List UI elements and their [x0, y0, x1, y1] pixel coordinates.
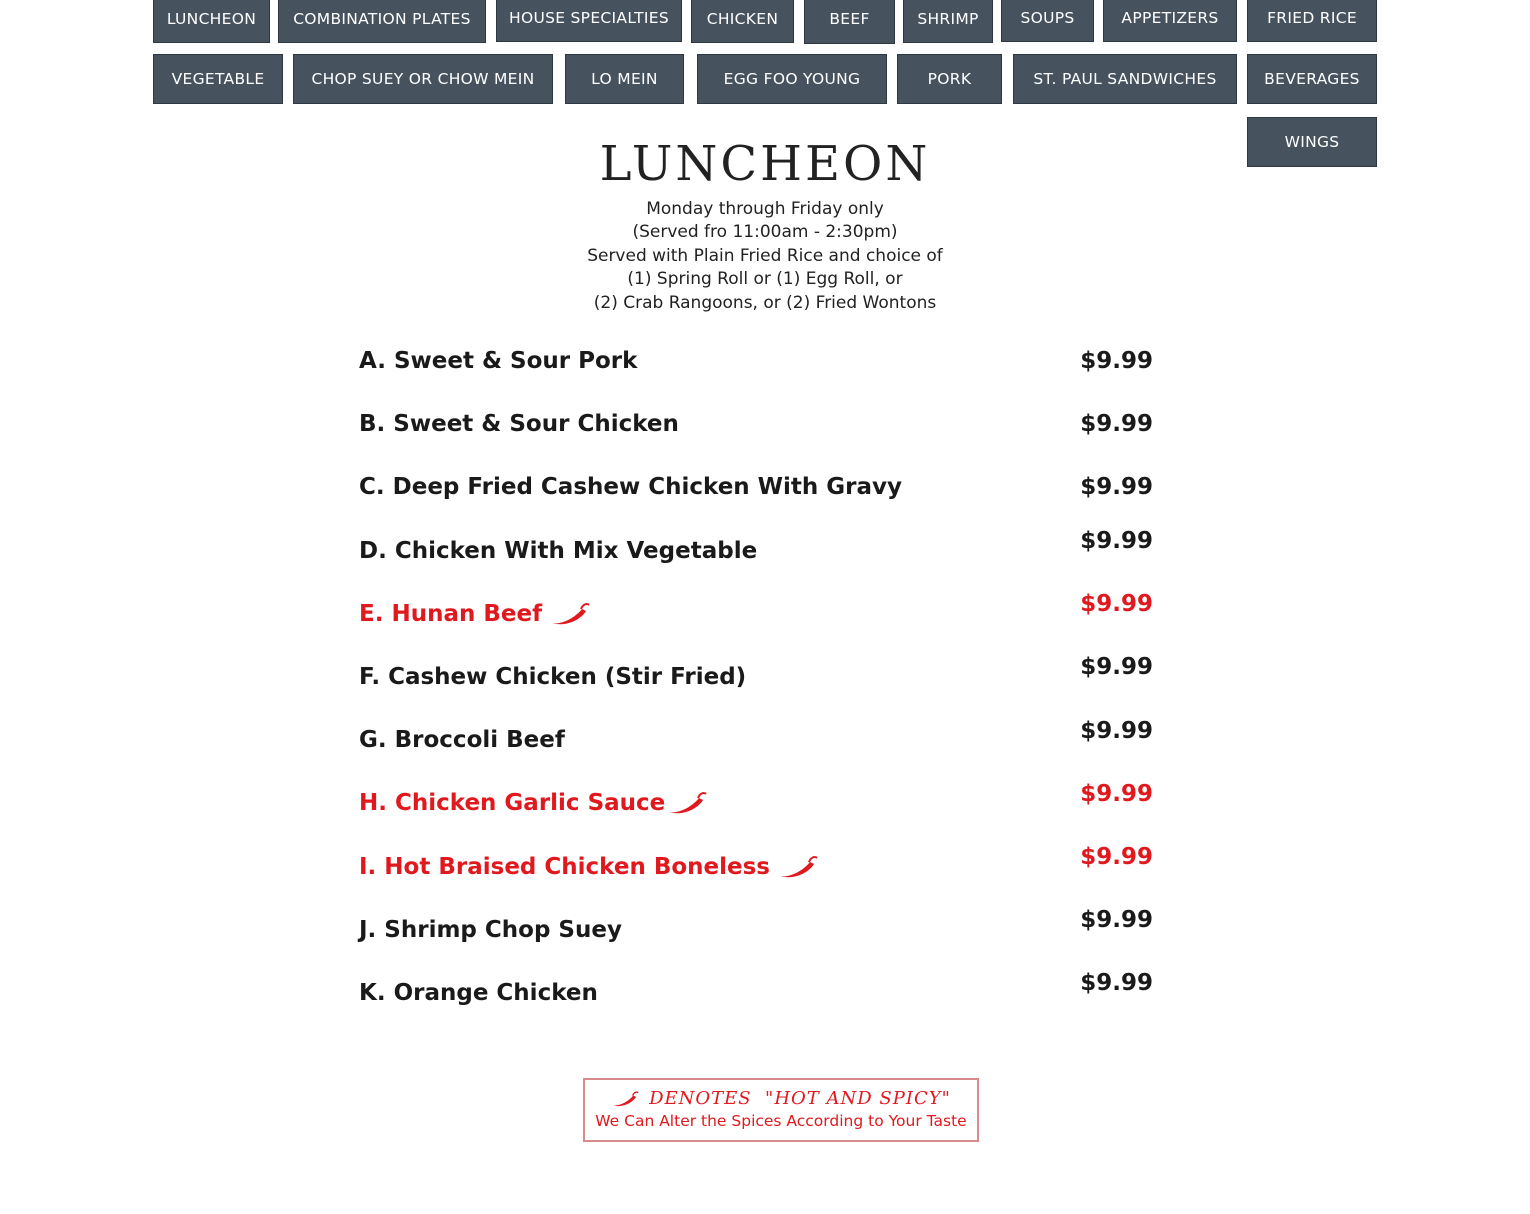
menu-item-price: $9.99	[1080, 474, 1153, 500]
menu-item-price: $9.99	[1080, 411, 1153, 437]
menu-item-label: K. Orange Chicken	[359, 980, 598, 1006]
menu-item-name	[359, 664, 746, 690]
menu-item-name	[359, 601, 590, 627]
menu-item-label: E. Hunan Beef	[359, 601, 543, 627]
chili-pepper-icon	[611, 1090, 639, 1108]
subtitle-line: (1) Spring Roll or (1) Egg Roll, or	[627, 269, 903, 289]
menu-item-price: $9.99	[1080, 654, 1153, 680]
nav-chicken[interactable]: CHICKEN	[691, 0, 794, 43]
chili-pepper-icon	[667, 790, 707, 816]
menu-item-name	[359, 538, 757, 564]
menu-item-label: G. Broccoli Beef	[359, 727, 565, 753]
nav-fried-rice[interactable]: FRIED RICE	[1247, 0, 1377, 42]
menu-item-label: J. Shrimp Chop Suey	[359, 917, 622, 943]
nav-luncheon[interactable]: LUNCHEON	[153, 0, 270, 43]
menu-item-name	[359, 474, 902, 500]
nav-wings[interactable]: WINGS	[1247, 117, 1377, 167]
nav-chop-suey-or-chow-mein[interactable]: CHOP SUEY OR CHOW MEIN	[293, 54, 553, 104]
nav-egg-foo-young[interactable]: EGG FOO YOUNG	[697, 54, 887, 104]
menu-item-label: F. Cashew Chicken (Stir Fried)	[359, 664, 747, 690]
menu-item-name	[359, 348, 637, 374]
menu-item-price: $9.99	[1080, 528, 1153, 554]
nav-house-specialties[interactable]: HOUSE SPECIALTIES	[496, 0, 682, 42]
menu-item-label: A. Sweet & Sour Pork	[359, 348, 638, 374]
menu-item-price: $9.99	[1080, 591, 1153, 617]
menu-item-price: $9.99	[1080, 718, 1153, 744]
spicy-legend	[583, 1078, 979, 1142]
menu-item-name	[359, 411, 679, 437]
menu-item-label: B. Sweet & Sour Chicken	[359, 411, 679, 437]
nav-st-paul-sandwiches[interactable]: ST. PAUL SANDWICHES	[1013, 54, 1237, 104]
subtitle-line: Monday through Friday only	[646, 199, 884, 219]
chili-pepper-icon	[778, 854, 818, 880]
menu-item-label: H. Chicken Garlic Sauce	[359, 790, 666, 816]
nav-soups[interactable]: SOUPS	[1001, 0, 1094, 42]
nav-pork[interactable]: PORK	[897, 54, 1002, 104]
menu-item-label: I. Hot Braised Chicken Boneless	[359, 854, 770, 880]
nav-vegetable[interactable]: VEGETABLE	[153, 54, 283, 104]
menu-item-price: $9.99	[1080, 348, 1153, 374]
chili-pepper-icon	[550, 601, 590, 627]
legend-note: We Can Alter the Spices According to Your Taste	[595, 1112, 967, 1130]
nav-beverages[interactable]: BEVERAGES	[1247, 54, 1377, 104]
nav-combination-plates[interactable]: COMBINATION PLATES	[278, 0, 486, 43]
menu-item-label: C. Deep Fried Cashew Chicken With Gravy	[359, 474, 903, 500]
menu-item-label: D. Chicken With Mix Vegetable	[359, 538, 758, 564]
subtitle-line: (2) Crab Rangoons, or (2) Fried Wontons	[593, 293, 937, 313]
menu-item-name	[359, 917, 622, 943]
menu-item-name	[359, 980, 598, 1006]
menu-item-name	[359, 854, 818, 880]
menu-item-price: $9.99	[1080, 907, 1153, 933]
nav-beef[interactable]: BEEF	[804, 0, 895, 44]
menu-item-name	[359, 790, 707, 816]
nav-lo-mein[interactable]: LO MEIN	[565, 54, 684, 104]
legend-title: DENOTES "HOT AND SPICY"	[649, 1088, 951, 1109]
subtitle-line: (Served fro 11:00am - 2:30pm)	[632, 222, 898, 242]
subtitle-line: Served with Plain Fried Rice and choice of	[587, 246, 943, 266]
menu-item-name	[359, 727, 565, 753]
menu-item-price: $9.99	[1080, 781, 1153, 807]
nav-shrimp[interactable]: SHRIMP	[903, 0, 993, 43]
nav-appetizers[interactable]: APPETIZERS	[1103, 0, 1237, 42]
menu-item-price: $9.99	[1080, 844, 1153, 870]
page-title: LUNCHEON	[599, 136, 931, 192]
menu-item-price: $9.99	[1080, 970, 1153, 996]
legend-line1	[585, 1088, 977, 1109]
